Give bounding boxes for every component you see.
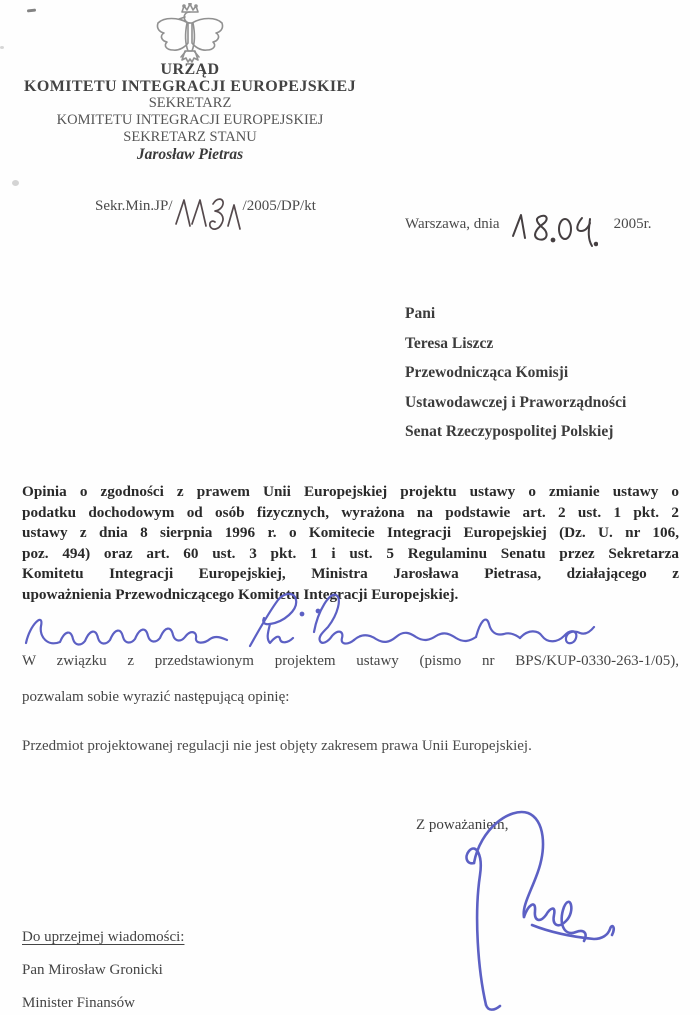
role-line2: KOMITETU INTEGRACJI EUROPEJSKIEJ [56,112,324,128]
cc-line: Minister Finansów [22,995,135,1011]
body-paragraph-1 [22,651,679,706]
subject-line: ustawy z dnia 8 sierpnia 1996 r. o Komitecie Integracji Europejskiej (Dz. U. nr 106, [22,524,679,542]
letterhead [0,61,380,164]
date-line [405,216,652,248]
addressee-line: Senat Rzeczypospolitej Polskiej [405,423,614,440]
reference-suffix: /2005/DP/kt [242,198,316,214]
cc-block [22,928,184,1015]
subject-line: poz. 494) oraz art. 60 ust. 3 pkt. 1 i ust. 5 Regulaminu Senatu przez Sekretarza [22,544,679,562]
addressee-line: Teresa Liszcz [405,334,494,352]
city-and-date-label: Warszawa, dnia [405,216,500,232]
addressee-line: Pani [405,305,436,322]
handwritten-reference-number [171,192,245,232]
subject-line: upoważnienia Przewodniczącego Komitetu Integracji Europejskiej. [22,585,459,603]
signatory-name: Jarosław Pietras [136,146,244,163]
reference-number-line [95,198,316,232]
closing-salutation: Z poważaniem, [416,817,509,833]
cc-heading: Do uprzejmej wiadomości: [22,929,185,945]
subject-line: podatku dochodowym od osób fizycznych, wyrażona na podstawie art. 2 ust. 1 pkt. 2 [22,503,679,521]
opinion-statement: Przedmiot projektowanej regulacji nie jest objęty zakresem prawa Unii Europejskiej. [22,738,532,754]
cc-line: Pan Mirosław Gronicki [22,962,163,978]
handwritten-ink-annotation [18,586,600,660]
office-name-line2: KOMITETU INTEGRACJI EUROPEJSKIEJ [24,78,356,95]
office-name-line1: URZĄD [160,61,220,78]
reference-prefix: Sekr.Min.JP/ [95,198,173,214]
date-year: 2005r. [613,216,652,232]
subject-line: Opinia o zgodności z prawem Unii Europejskiej projektu ustawy o zmianie ustawy o [22,483,679,500]
subject-line: Komitetu Integracji Europejskiej, Ministra Jarosława Pietrasa, działającego z [22,565,679,583]
scan-speck [12,180,19,186]
role-line1: SEKRETARZ [148,95,232,111]
addressee-line: Ustawodawczej i Praworządności [405,393,627,411]
role-line3: SEKRETARZ STANU [123,129,257,145]
scan-speck [0,46,4,49]
scan-speck [27,9,36,13]
addressee-block [405,299,626,447]
polish-eagle-emblem-icon [152,3,228,63]
body-line: W związku z przedstawionym projektem ustawy (pismo nr BPS/KUP-0330-263-1/05), [22,653,679,669]
body-line: pozwalam sobie wyrazić następującą opinię: [22,688,290,705]
handwritten-signature [440,795,652,1015]
addressee-line: Przewodnicząca Komisji [405,364,569,381]
handwritten-date [506,208,598,248]
